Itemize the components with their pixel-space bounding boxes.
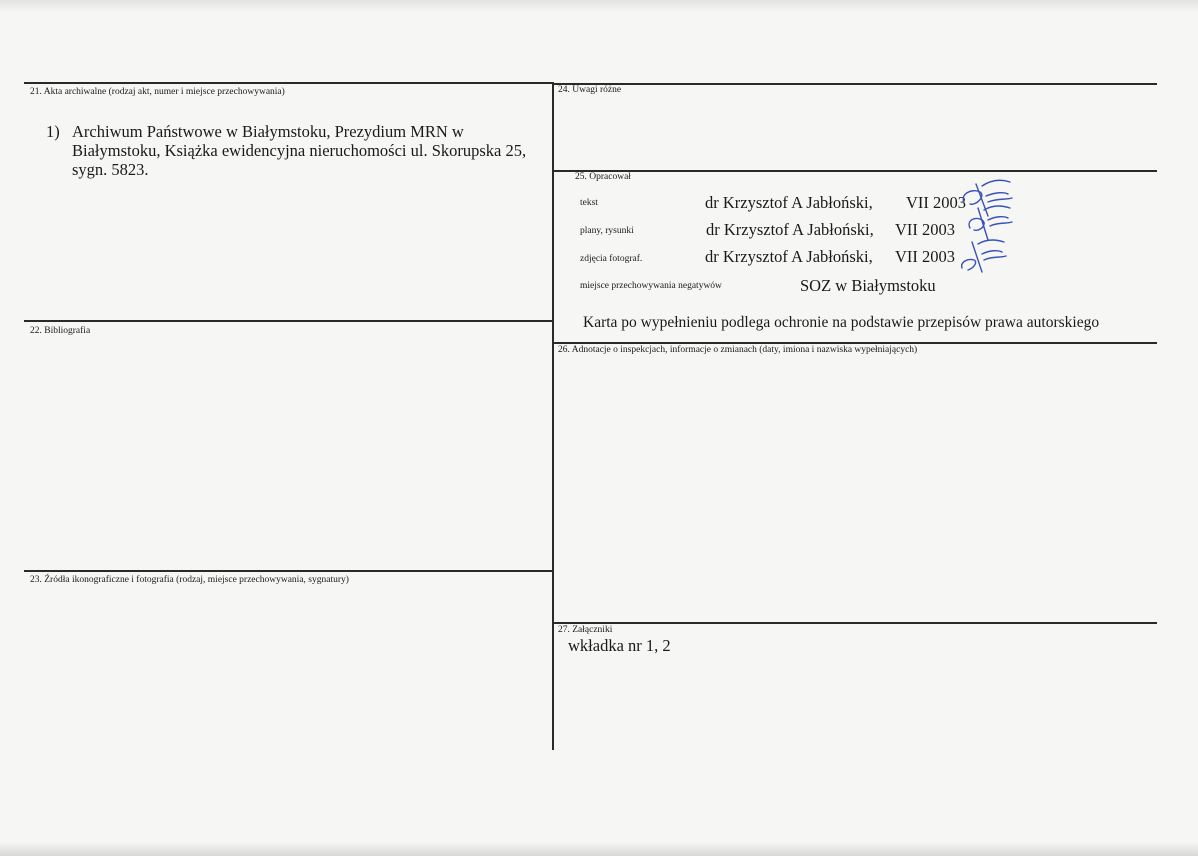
archive-entry-number: 1) [46, 122, 60, 141]
section-22-label: 22. Bibliografia [30, 326, 91, 336]
role-zdjecia-fotograf: zdjęcia fotograf. [580, 254, 643, 264]
rule-center-vertical [552, 82, 554, 750]
date-zdjecia-fotograf: VII 2003 [895, 247, 956, 266]
author-tekst: dr Krzysztof A Jabłoński, [705, 193, 873, 212]
rule-opracowal [553, 170, 1157, 172]
signature-zdjecia-icon [958, 234, 1010, 274]
section-23-label: 23. Źródła ikonograficzne i fotografia (rodzaj, miejsce przechowywania, sygnatury) [30, 575, 349, 585]
role-tekst: tekst [580, 198, 598, 208]
section-24-label: 24. Uwagi różne [558, 85, 622, 95]
author-zdjecia-fotograf: dr Krzysztof A Jabłoński, [705, 247, 873, 266]
rule-top-right [553, 83, 1157, 85]
archive-entry-line-2: Białymstoku, Książka ewidencyjna nieruchomości ul. Skorupska 25, [72, 141, 527, 160]
role-plany-rysunki: plany, rysunki [580, 226, 634, 236]
rule-zrodla [24, 570, 553, 572]
section-27-label: 27. Załączniki [558, 625, 613, 635]
author-plany-rysunki: dr Krzysztof A Jabłoński, [706, 220, 874, 239]
negatives-value: SOZ w Białymstoku [800, 276, 936, 295]
copyright-notice: Karta po wypełnieniu podlega ochronie na podstawie przepisów prawa autorskiego [583, 314, 1100, 331]
rule-adnotacje [553, 342, 1157, 344]
section-21-label: 21. Akta archiwalne (rodzaj akt, numer i miejsce przechowywania) [30, 87, 285, 97]
archive-entry-line-1: Archiwum Państwowe w Białymstoku, Prezydium MRN w [72, 122, 464, 141]
scan-edge-bottom [0, 842, 1198, 856]
section-26-label: 26. Adnotacje o inspekcjach, informacje o zmianach (daty, imiona i nazwiska wypełniających) [558, 345, 918, 355]
section-25-label: 25. Opracował [575, 172, 631, 182]
rule-zalaczniki [553, 622, 1157, 624]
date-plany-rysunki: VII 2003 [895, 220, 956, 239]
scan-edge-top [0, 0, 1198, 12]
rule-top-left [24, 82, 553, 84]
attachments-value: wkładka nr 1, 2 [568, 636, 671, 655]
date-tekst: VII 2003 [906, 193, 967, 212]
rule-bibliografia [24, 320, 553, 322]
negatives-label: miejsce przechowywania negatywów [580, 281, 722, 291]
archive-entry-line-3: sygn. 5823. [72, 160, 149, 179]
